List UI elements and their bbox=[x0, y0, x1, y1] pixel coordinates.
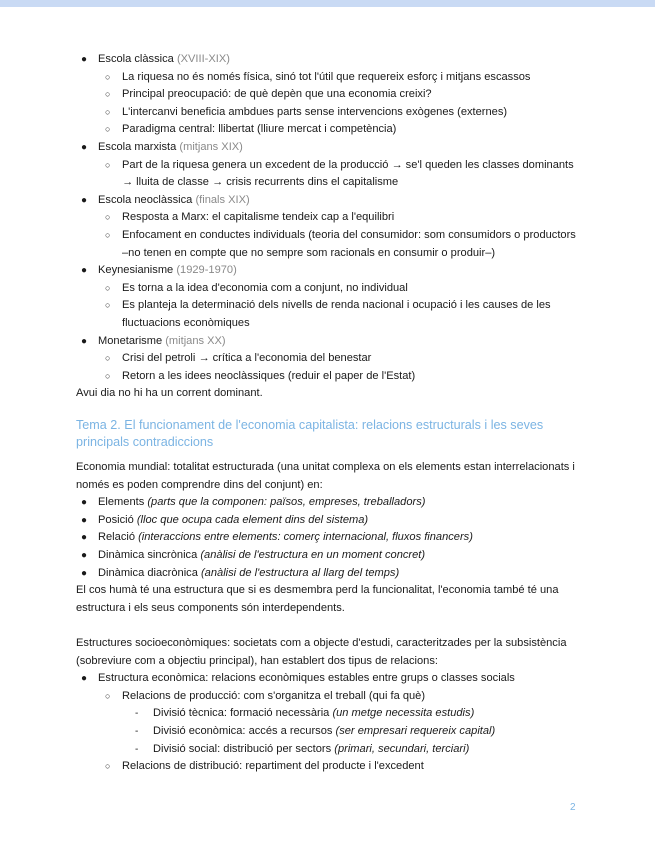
point-text: Principal preocupació: de què depèn que una economia creixi? bbox=[122, 88, 432, 101]
bullet-icon: ● bbox=[81, 514, 88, 526]
school-point bbox=[76, 104, 586, 122]
school-item bbox=[76, 139, 586, 157]
element-item bbox=[76, 529, 586, 547]
circle-bullet-icon: ○ bbox=[105, 124, 111, 135]
closing-line: Avui dia no hi ha un corrent dominant. bbox=[76, 387, 263, 400]
school-item bbox=[76, 51, 586, 69]
school-point bbox=[76, 297, 586, 332]
production-relations bbox=[76, 688, 586, 706]
circle-bullet-icon: ○ bbox=[105, 159, 111, 170]
circle-bullet-icon: ○ bbox=[105, 300, 111, 311]
division-item bbox=[76, 723, 586, 741]
circle-bullet-icon: ○ bbox=[105, 690, 111, 701]
element-term: Dinàmica diacrònica bbox=[98, 566, 198, 579]
structure-item bbox=[76, 670, 586, 688]
point-text: Part de la riquesa genera un excedent de la producció → se'l queden les classes dominants → lluita de classe → crisis recurrents dins el capitalisme bbox=[122, 158, 574, 189]
element-note: (parts que la componen: països, empreses, treballadors) bbox=[147, 496, 426, 509]
document-body bbox=[76, 51, 586, 776]
school-point bbox=[76, 86, 586, 104]
element-note: (lloc que ocupa cada element dins del sistema) bbox=[136, 513, 369, 526]
distribution-text: Relacions de distribució: repartiment del producte i l'excedent bbox=[122, 760, 424, 773]
element-item bbox=[76, 547, 586, 565]
dash-icon: - bbox=[135, 708, 139, 720]
element-note: (anàlisi de l'estructura al llarg del temps) bbox=[200, 566, 400, 579]
element-note: (anàlisi de l'estructura en un moment concret) bbox=[200, 549, 426, 562]
school-point bbox=[76, 280, 586, 298]
division-term: Divisió econòmica: accés a recursos bbox=[153, 724, 333, 737]
structures-intro: Estructures socioeconòmiques: societats com a objecte d'estudi, caracteritzades per la subsistència (sobreviure com a objectiu principal), han establert dos tipus de relacions: bbox=[76, 637, 567, 667]
top-bar bbox=[0, 0, 655, 7]
bullet-icon: ● bbox=[81, 54, 88, 65]
circle-bullet-icon: ○ bbox=[105, 106, 111, 117]
element-note: (interaccions entre elements: comerç internacional, fluxos financers) bbox=[138, 531, 473, 544]
element-term: Dinàmica sincrònica bbox=[98, 549, 198, 562]
bullet-icon: ● bbox=[81, 194, 88, 206]
bullet-icon: ● bbox=[81, 265, 88, 277]
division-item bbox=[76, 741, 586, 759]
circle-bullet-icon: ○ bbox=[105, 212, 111, 223]
dash-icon: - bbox=[135, 725, 139, 737]
school-point bbox=[76, 209, 586, 227]
element-item bbox=[76, 512, 586, 530]
bullet-icon: ● bbox=[81, 550, 88, 562]
body-paragraph: El cos humà té una estructura que si es desmembra perd la funcionalitat, l'economia també té una estructura i els seus components són interdependents. bbox=[76, 584, 559, 614]
point-text: Es torna a la idea d'economia com a conjunt, no individual bbox=[122, 281, 408, 294]
bullet-icon: ● bbox=[81, 497, 88, 509]
circle-bullet-icon: ○ bbox=[105, 370, 111, 381]
school-item bbox=[76, 192, 586, 210]
circle-bullet-icon: ○ bbox=[105, 353, 111, 364]
structure-label: Estructura econòmica: relacions econòmiques estables entre grups o classes socials bbox=[98, 672, 515, 685]
division-note: (ser empresari requereix capital) bbox=[335, 724, 496, 737]
point-text: Enfocament en conductes individuals (teoria del consumidor: som consumidors o productors –no tenen en compte que no sempre som racionals en consumir o produir–) bbox=[122, 228, 576, 259]
school-item bbox=[76, 333, 586, 351]
element-item bbox=[76, 494, 586, 512]
circle-bullet-icon: ○ bbox=[105, 89, 111, 100]
page-number: 2 bbox=[570, 802, 576, 813]
division-item bbox=[76, 705, 586, 723]
division-note: (un metge necessita estudis) bbox=[332, 707, 475, 720]
element-item bbox=[76, 565, 586, 583]
point-text: Retorn a les idees neoclàssiques (reduir el paper de l'Estat) bbox=[122, 369, 416, 382]
element-term: Elements bbox=[98, 496, 145, 509]
school-item bbox=[76, 262, 586, 280]
school-point bbox=[76, 69, 586, 87]
world-economy-intro: Economia mundial: totalitat estructurada (una unitat complexa on els elements estan interrelacionats i només es poden comprendre dins del conjunt) en: bbox=[76, 461, 575, 491]
point-text: Es planteja la determinació dels nivells de renda nacional i ocupació i les causes de les fluctuacions econòmiques bbox=[122, 299, 551, 329]
point-text: Crisi del petroli → crítica a l'economia del benestar bbox=[122, 352, 372, 365]
school-period: (mitjans XX) bbox=[165, 334, 226, 347]
distribution-relations bbox=[76, 758, 586, 776]
bullet-icon: ● bbox=[81, 141, 88, 153]
section-heading: Tema 2. El funcionament de l'economia capitalista: relacions estructurals i les seves principals contradiccions bbox=[76, 417, 544, 450]
point-text: L'intercanvi beneficia ambdues parts sense intervencions exògenes (externes) bbox=[122, 105, 508, 118]
school-name: Keynesianisme bbox=[98, 264, 174, 277]
school-period: (mitjans XIX) bbox=[179, 140, 243, 153]
bullet-icon: ● bbox=[81, 335, 88, 347]
division-note: (primari, secundari, terciari) bbox=[334, 742, 470, 755]
school-name: Escola neoclàssica bbox=[98, 193, 193, 206]
circle-bullet-icon: ○ bbox=[105, 71, 111, 82]
point-text: Resposta a Marx: el capitalisme tendeix cap a l'equilibri bbox=[122, 211, 395, 224]
bullet-icon: ● bbox=[81, 532, 88, 544]
school-point bbox=[76, 157, 586, 192]
production-text: Relacions de producció: com s'organitza el treball (qui fa què) bbox=[122, 689, 426, 702]
bullet-icon: ● bbox=[81, 673, 88, 685]
division-term: Divisió tècnica: formació necessària bbox=[153, 707, 330, 720]
point-text: La riquesa no és només física, sinó tot l'útil que requereix esforç i mitjans escassos bbox=[122, 70, 531, 83]
circle-bullet-icon: ○ bbox=[105, 229, 111, 240]
school-name: Escola clàssica bbox=[98, 53, 174, 65]
school-period: (1929-1970) bbox=[176, 264, 237, 277]
school-period: (finals XIX) bbox=[195, 193, 250, 206]
school-point bbox=[76, 227, 582, 262]
element-term: Relació bbox=[98, 531, 135, 544]
division-term: Divisió social: distribució per sectors bbox=[153, 742, 332, 755]
spacer bbox=[76, 617, 586, 635]
circle-bullet-icon: ○ bbox=[105, 282, 111, 293]
bullet-icon: ● bbox=[81, 567, 88, 579]
school-period: (XVIII-XIX) bbox=[176, 53, 230, 65]
school-point bbox=[76, 121, 586, 139]
school-name: Monetarisme bbox=[98, 334, 163, 347]
school-name: Escola marxista bbox=[98, 140, 177, 153]
dash-icon: - bbox=[135, 743, 139, 755]
point-text: Paradigma central: llibertat (lliure mercat i competència) bbox=[122, 123, 397, 136]
element-term: Posició bbox=[98, 513, 134, 526]
school-point bbox=[76, 350, 586, 368]
school-point bbox=[76, 368, 586, 386]
circle-bullet-icon: ○ bbox=[105, 761, 111, 772]
